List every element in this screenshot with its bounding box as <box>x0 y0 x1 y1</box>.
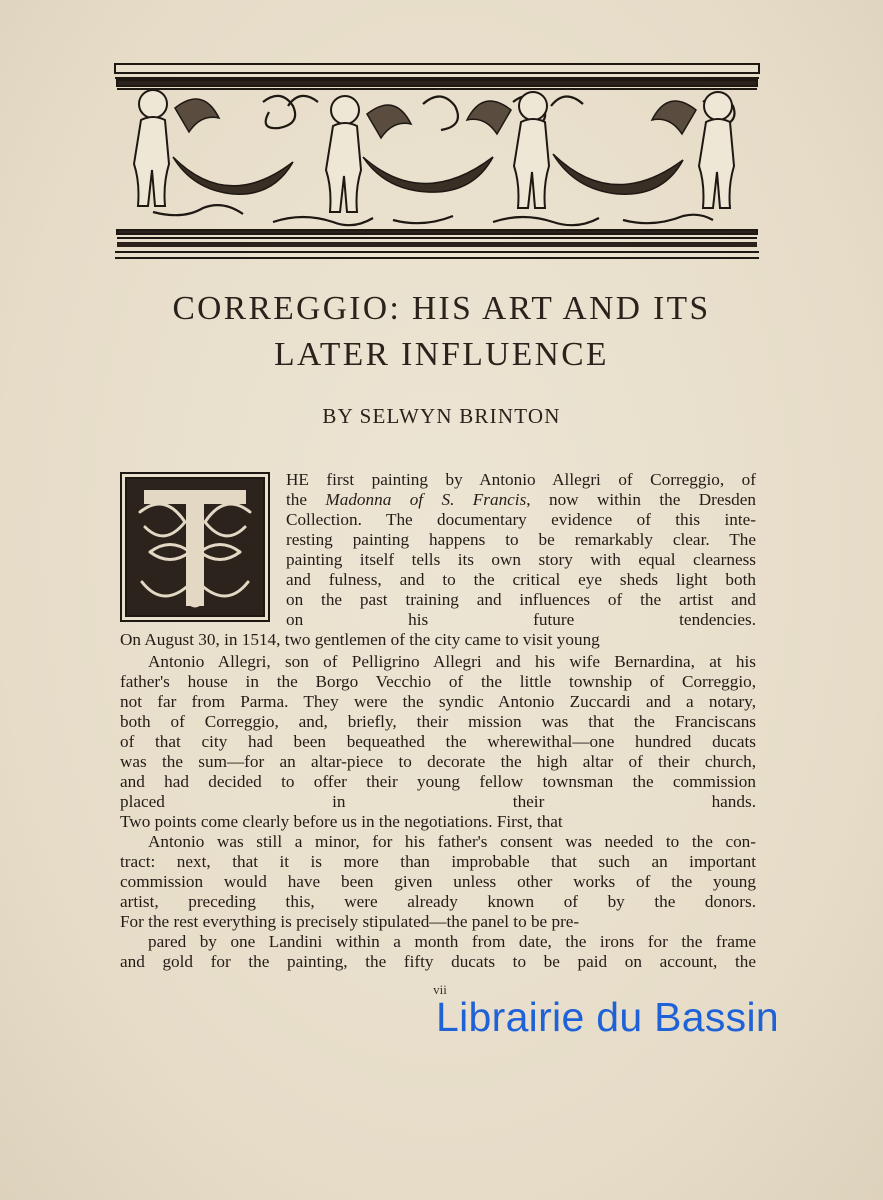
author-byline: BY SELWYN BRINTON <box>322 404 561 428</box>
text-line: On August 30, in 1514, two gentlemen of the city came to visit young <box>120 630 600 649</box>
text-line: on his future tendencies. <box>286 610 756 629</box>
ornamental-frieze-illustration <box>113 62 761 262</box>
text-line: Antonio Allegri, son of Pelligrino Allegri and his wife Bernardina, at his <box>148 652 756 671</box>
text-line: For the rest everything is precisely stipulated—the panel to be pre- <box>120 912 580 931</box>
text-line: and had decided to offer their young fellow townsman the commission <box>120 772 756 791</box>
text-line: resting painting happens to be remarkably clear. The <box>286 530 756 549</box>
page-number: vii <box>433 982 447 997</box>
artwork-title: Madonna of S. Francis <box>325 490 527 509</box>
text-line: and fulness, and to the critical eye sheds light both <box>286 570 756 589</box>
text-line: not far from Parma. They were the syndic Antonio Zuccardi and a notary, <box>120 692 756 711</box>
text-line: on the past training and influences of the artist and <box>286 590 756 609</box>
text-fragment: , now within the Dresden <box>526 490 757 509</box>
text-line: artist, preceding this, were already known of by the donors. <box>120 892 756 911</box>
text-line: of that city had been bequeathed the wherewithal—one hundred ducats <box>120 732 756 751</box>
drop-cap-initial <box>120 472 270 622</box>
text-line: painting itself tells its own story with equal clearness <box>286 550 756 569</box>
watermark-text: Librairie du Bassin <box>436 994 779 1040</box>
text-line: Two points come clearly before us in the negotiations. First, that <box>120 812 563 831</box>
text-line: and gold for the painting, the fifty ducats to be paid on account, the <box>120 952 756 971</box>
text-line <box>286 490 756 510</box>
text-line: placed in their hands. <box>120 792 756 811</box>
article-title-line-1: CORREGGIO: HIS ART AND ITS <box>172 290 711 327</box>
text-line: both of Correggio, and, briefly, their mission was that the Franciscans <box>120 712 756 731</box>
text-line: commission would have been given unless other works of the young <box>120 872 756 891</box>
text-line: father's house in the Borgo Vecchio of the little township of Correggio, <box>120 672 756 691</box>
article-title <box>60 286 823 378</box>
text-line: was the sum—for an altar-piece to decorate the high altar of their church, <box>120 752 756 771</box>
text-line: HE first painting by Antonio Allegri of Correggio, of <box>286 470 756 489</box>
text-line: pared by one Landini within a month from date, the irons for the frame <box>148 932 756 951</box>
text-fragment: the <box>286 490 326 509</box>
article-title-line-2: LATER INFLUENCE <box>274 336 609 373</box>
text-line: Collection. The documentary evidence of this inte- <box>286 510 756 529</box>
text-line: Antonio was still a minor, for his father's consent was needed to the con- <box>148 832 756 851</box>
text-line: tract: next, that it is more than improbable that such an important <box>120 852 756 871</box>
